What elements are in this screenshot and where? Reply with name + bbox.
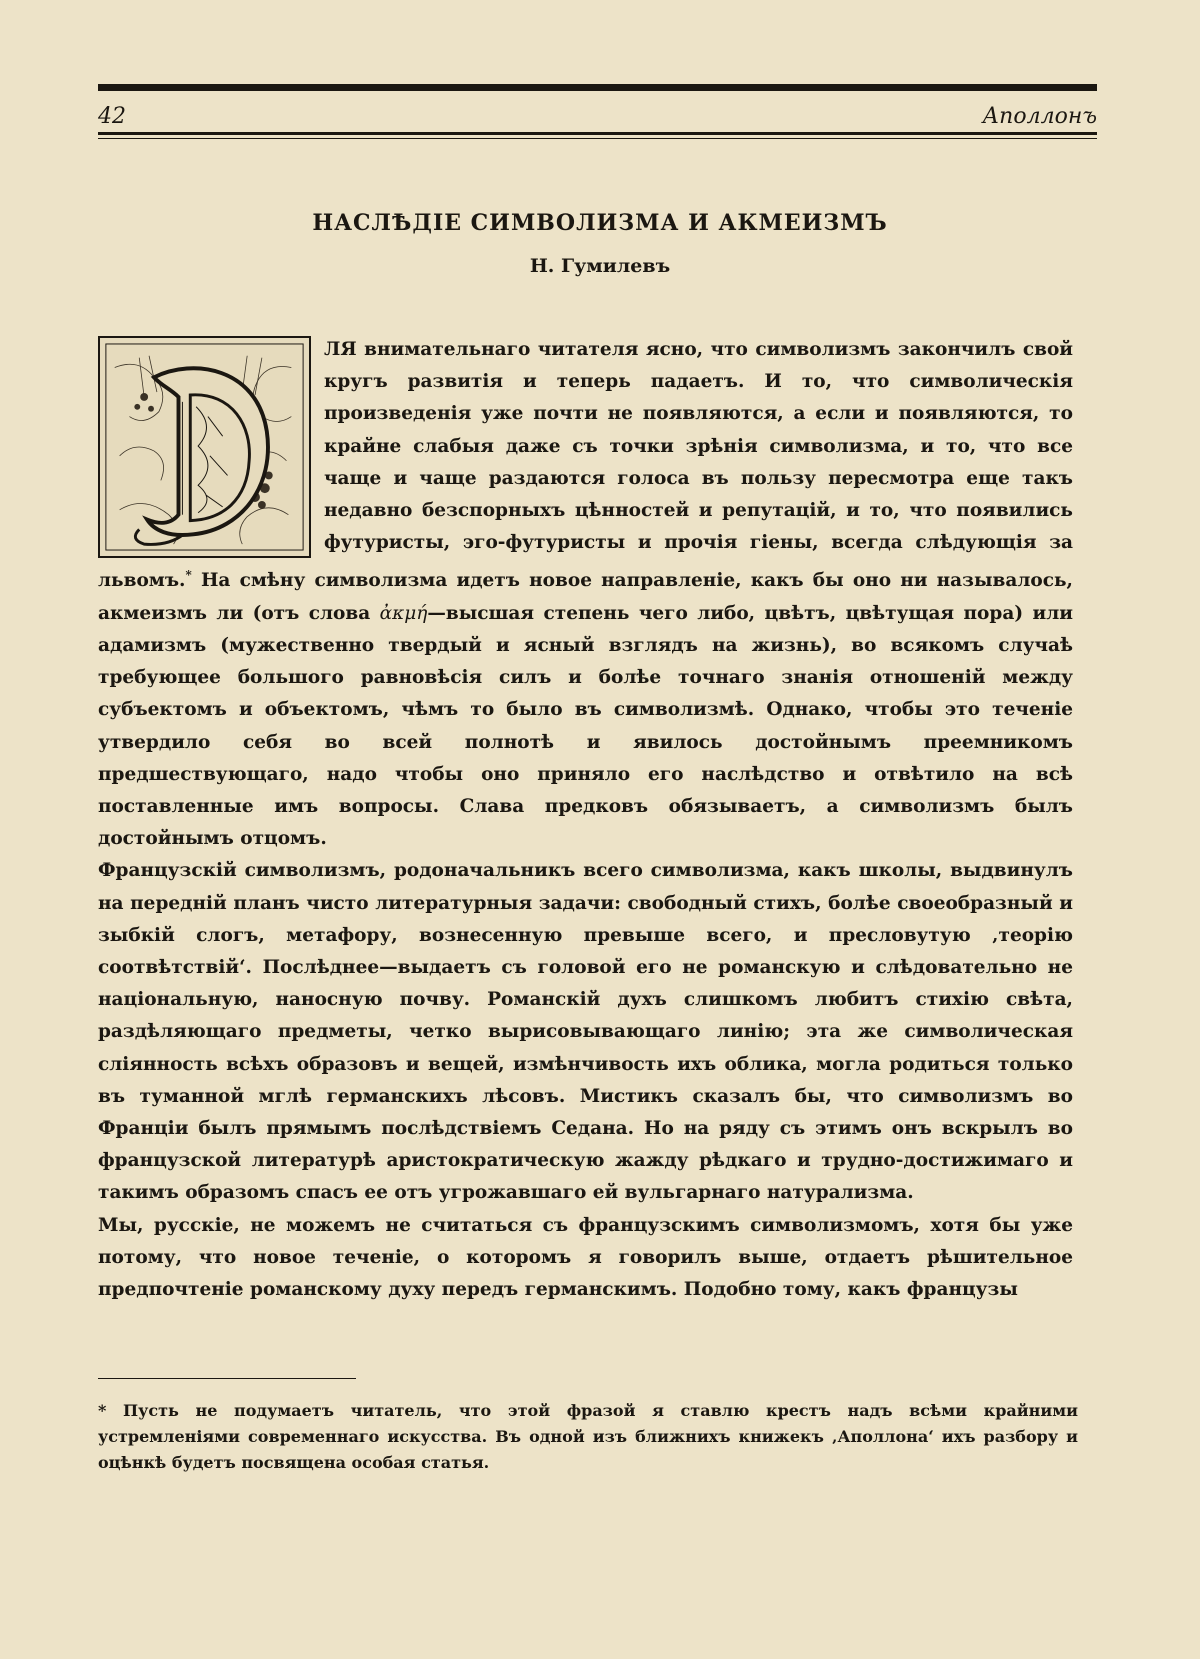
article-title: НАСЛѢДІЕ СИМВОЛИЗМА И АКМЕИЗМЪ — [312, 210, 888, 236]
page-number: 42 — [98, 104, 126, 129]
paragraph-2: Французскій символизмъ, родоначальникъ всего символизма, какъ школы, выдвинулъ на передній планъ чисто литературныя задачи: свободный стихъ, болѣе своеобразный и зыбкій слогъ, метафору, вознесенную превыше всего, и пресловутую ‚теорію соотвѣтствій‘. Послѣднее—выдаетъ съ головой его не романскую и слѣдовательно не національную, наносную почву. Романскій духъ слишкомъ любитъ стихію свѣта, раздѣляющаго предметы, четко вырисовывающаго линію; эта же символическая сліянность всѣхъ образовъ и вещей, измѣнчивость ихъ облика, могла родиться только въ туманной мглѣ германскихъ лѣсовъ. Мистикъ сказалъ бы, что символизмъ во Франціи былъ прямымъ послѣдствіемъ Седана. Но на ряду съ этимъ онъ вскрылъ во французской литературѣ аристократическую жажду рѣдкаго и трудно-достижимаго и такимъ образомъ спасъ ее отъ угрожавшаго ей вульгарнаго натурализма. — [98, 860, 1073, 1204]
paragraph-3: Мы, русскіе, не можемъ не считаться съ французскимъ символизмомъ, хотя бы уже потому, что новое теченіе, о которомъ я говорилъ выше, отдаетъ рѣшительное предпочтеніе романскому духу передъ германскимъ. Подобно тому, какъ французы — [98, 1214, 1073, 1301]
paragraph-1-part-b: На смѣну символизма идетъ новое направленіе, какъ бы оно ни называлось, акмеизмъ ли (отъ слова — [98, 570, 1073, 624]
journal-title: Аполлонъ — [982, 104, 1097, 129]
ornamental-initial-d — [98, 336, 311, 558]
floral-initial-icon — [100, 338, 309, 556]
greek-word: ἀκμή — [379, 602, 428, 624]
header-bottom-thin-rule — [98, 138, 1097, 139]
article-body — [98, 334, 1073, 1306]
header-top-rule — [98, 84, 1097, 91]
footnote-text: * Пусть не подумаетъ читатель, что этой фразой я ставлю крестъ надъ всѣми крайними устремленіями современнаго искусства. Въ одной изъ ближнихъ книжекъ ‚Аполлона‘ ихъ разбору и оцѣнкѣ будетъ посвящена особая статья. — [98, 1401, 1078, 1472]
paragraph-1-part-a: ЛЯ внимательнаго читателя ясно, что символизмъ закончилъ свой кругъ развитія и теперь падаетъ. И то, что символическія произведенія уже почти не появляются, а если и появляются, то крайне слабыя даже съ точки зрѣнія символизма, и то, что все чаще и чаще раздаются голоса въ пользу пересмотра еще такъ недавно безспорныхъ цѣнностей и репутацій, и то, что появились футуристы, эго-футуристы и прочія гіены, всегда слѣдующія за львомъ. — [98, 339, 1073, 592]
footnote-marker: * — [185, 568, 192, 583]
header-bottom-rule — [98, 132, 1097, 135]
footnote-rule — [98, 1378, 356, 1379]
article-author: Н. Гумилевъ — [529, 255, 671, 277]
paragraph-1-part-c: —высшая степень чего либо, цвѣтъ, цвѣтущая пора) или адамизмъ (мужественно твердый и ясный взглядъ на жизнь), во всякомъ случаѣ требующее большого равновѣсія силъ и болѣе точнаго знанія отношеній между субъектомъ и объектомъ, чѣмъ то было въ символизмѣ. Однако, чтобы это теченіе утвердило себя во всей полнотѣ и явилось достойнымъ преемникомъ предшествующаго, надо чтобы оно приняло его наслѣдство и отвѣтило на всѣ поставленные имъ вопросы. Слава предковъ обязываетъ, а символизмъ былъ достойнымъ отцомъ. — [98, 602, 1073, 850]
